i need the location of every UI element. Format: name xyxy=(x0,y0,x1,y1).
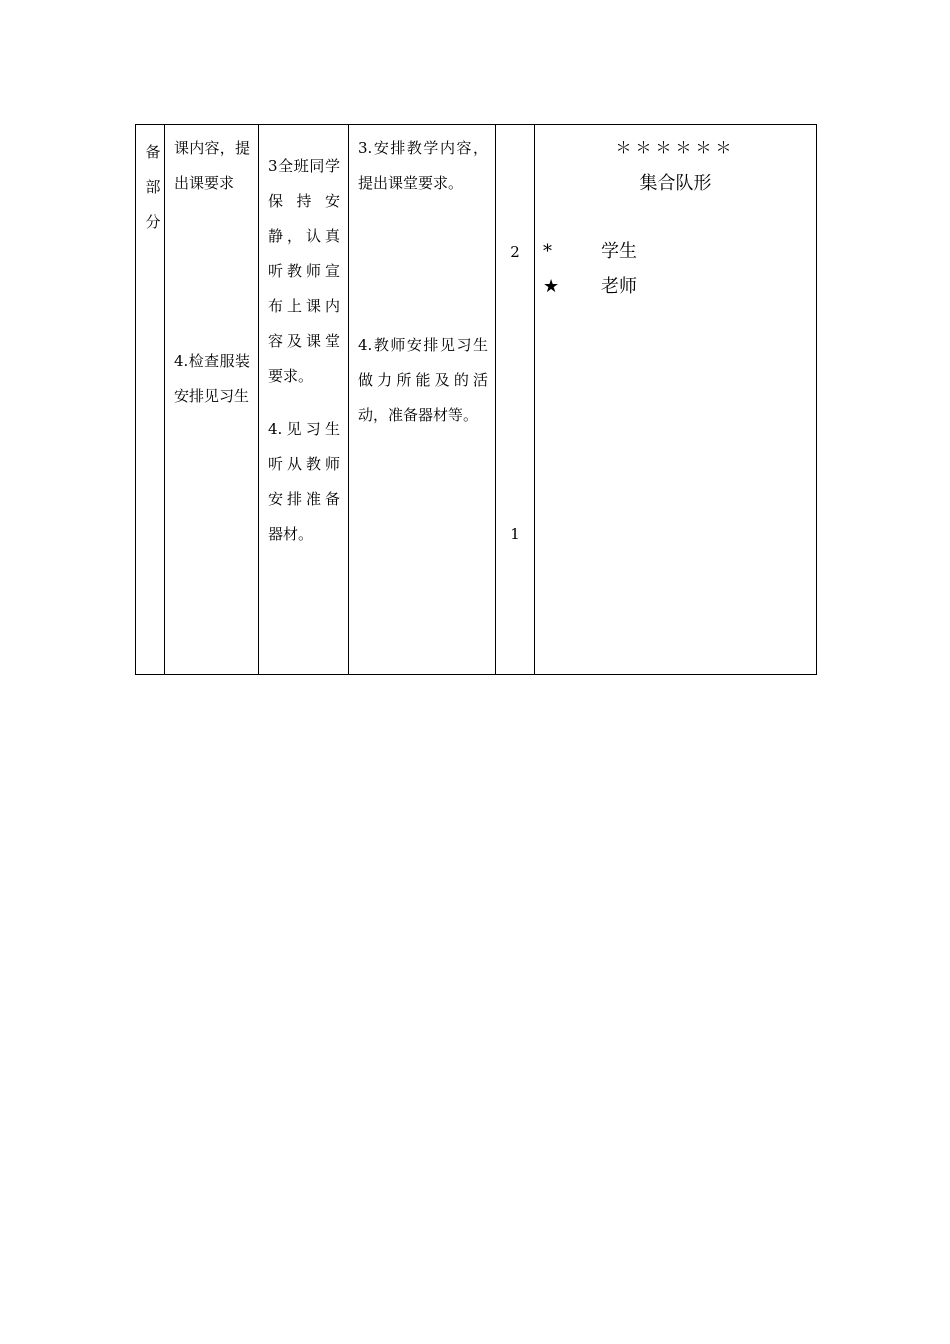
teacher-activity-item-3: 3.安排教学内容，提出课堂要求。 xyxy=(358,139,488,192)
table-row xyxy=(136,125,817,675)
legend-student xyxy=(543,239,637,265)
content-item-4: 4.检查服装安排见习生 xyxy=(174,352,250,405)
student-label: 学生 xyxy=(601,241,637,262)
content-item-3: 课内容，提出课要求 xyxy=(174,139,250,192)
teacher-activity-cell xyxy=(349,125,496,675)
student-symbol: * xyxy=(543,241,552,262)
student-activity-cell xyxy=(259,125,349,675)
legend-teacher xyxy=(543,274,637,300)
teacher-star-icon: ★ xyxy=(543,276,560,297)
section-cell xyxy=(136,125,165,675)
student-activity-item-4: 4.见习生听从教师安排准备器材。 xyxy=(268,420,340,543)
organization-cell xyxy=(535,125,817,675)
formation-diagram xyxy=(535,125,816,674)
student-activity-item-3: 3全班同学保持安静，认真听教师宣布上课内容及课堂要求。 xyxy=(268,157,340,385)
time-item-4: 1 xyxy=(510,525,520,543)
content-cell xyxy=(165,125,259,675)
teacher-activity-item-4: 4.教师安排见习生做力所能及的活动，准备器材等。 xyxy=(358,336,488,424)
formation-title: 集合队形 xyxy=(639,173,712,194)
student-row-marks: ＊＊＊＊＊＊ xyxy=(615,138,736,157)
section-name: 备部分 xyxy=(145,143,161,231)
lesson-plan-table xyxy=(135,124,817,675)
time-item-3: 2 xyxy=(510,243,520,261)
teacher-label: 老师 xyxy=(601,276,637,297)
time-cell xyxy=(496,125,535,675)
